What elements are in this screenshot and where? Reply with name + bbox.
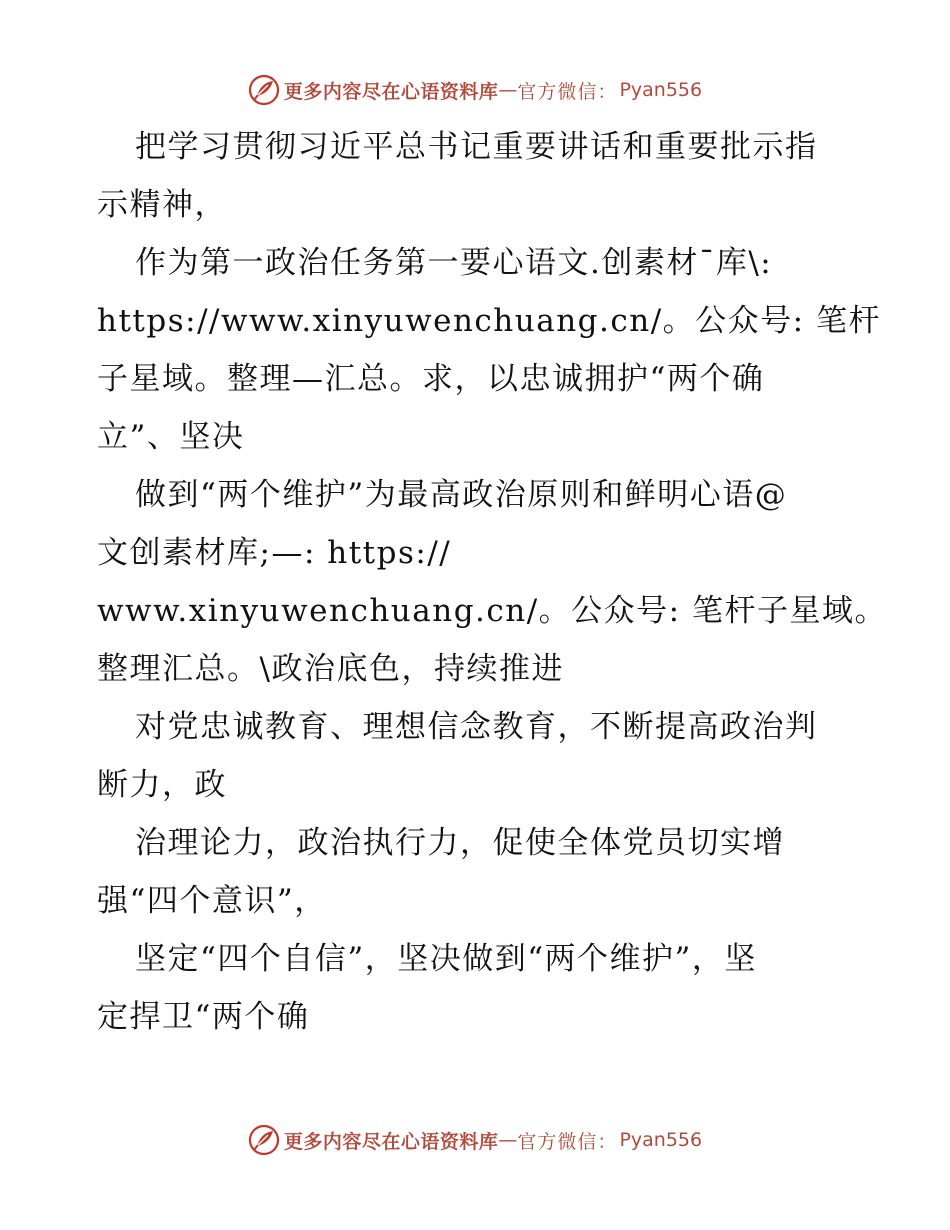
text-line: 做到“两个维护”为最高政治原则和鲜明心语@: [135, 477, 788, 513]
text-line: 对党忠诚教育、理想信念教育，不断提高政治判: [135, 709, 818, 745]
text-line: 示精神，: [97, 187, 227, 223]
banner-site-name: 更多内容尽在心语资料库: [283, 1130, 499, 1153]
banner-wechat-account: Pyan556: [619, 1129, 703, 1151]
text-line: 断力，政: [97, 767, 227, 803]
red-leaf-pen-logo-icon: [248, 1124, 280, 1156]
banner-dash: —: [498, 1129, 518, 1151]
text-line: 强“四个意识”，: [97, 883, 327, 919]
banner-wechat-label: 官方微信：: [517, 80, 618, 103]
banner-wechat-label: 官方微信：: [517, 1130, 618, 1153]
text-line: 作为第一政治任务第一要心语文.创素材¯库\:: [135, 245, 773, 281]
text-line: 治理论力，政治执行力，促使全体党员切实增: [135, 825, 785, 861]
text-line: 坚定“四个自信”，坚决做到“两个维护”，坚: [135, 941, 757, 977]
text-line: 子星域。整理—汇总。求，以忠诚拥护“两个确: [97, 361, 765, 397]
banner-dash: —: [498, 79, 518, 101]
red-leaf-pen-logo-icon: [248, 74, 280, 106]
text-line: 整理汇总。\政治底色，持续推进: [97, 651, 564, 687]
banner-wechat-account: Pyan556: [619, 79, 703, 101]
footer-banner: [0, 1120, 950, 1160]
text-line: 把学习贯彻习近平总书记重要讲话和重要批示指: [135, 129, 818, 165]
text-line: 立”、坚决: [97, 419, 245, 455]
text-line: www.xinyuwenchuang.cn/。公众号: 笔杆子星域。: [97, 593, 887, 629]
text-line: 文创素材库;—: https://: [97, 535, 452, 571]
document-body: [97, 118, 887, 1046]
header-banner: [0, 70, 950, 110]
text-line: https://www.xinyuwenchuang.cn/。公众号: 笔杆: [97, 303, 881, 339]
text-line: 定捍卫“两个确: [97, 999, 310, 1035]
banner-site-name: 更多内容尽在心语资料库: [283, 80, 499, 103]
